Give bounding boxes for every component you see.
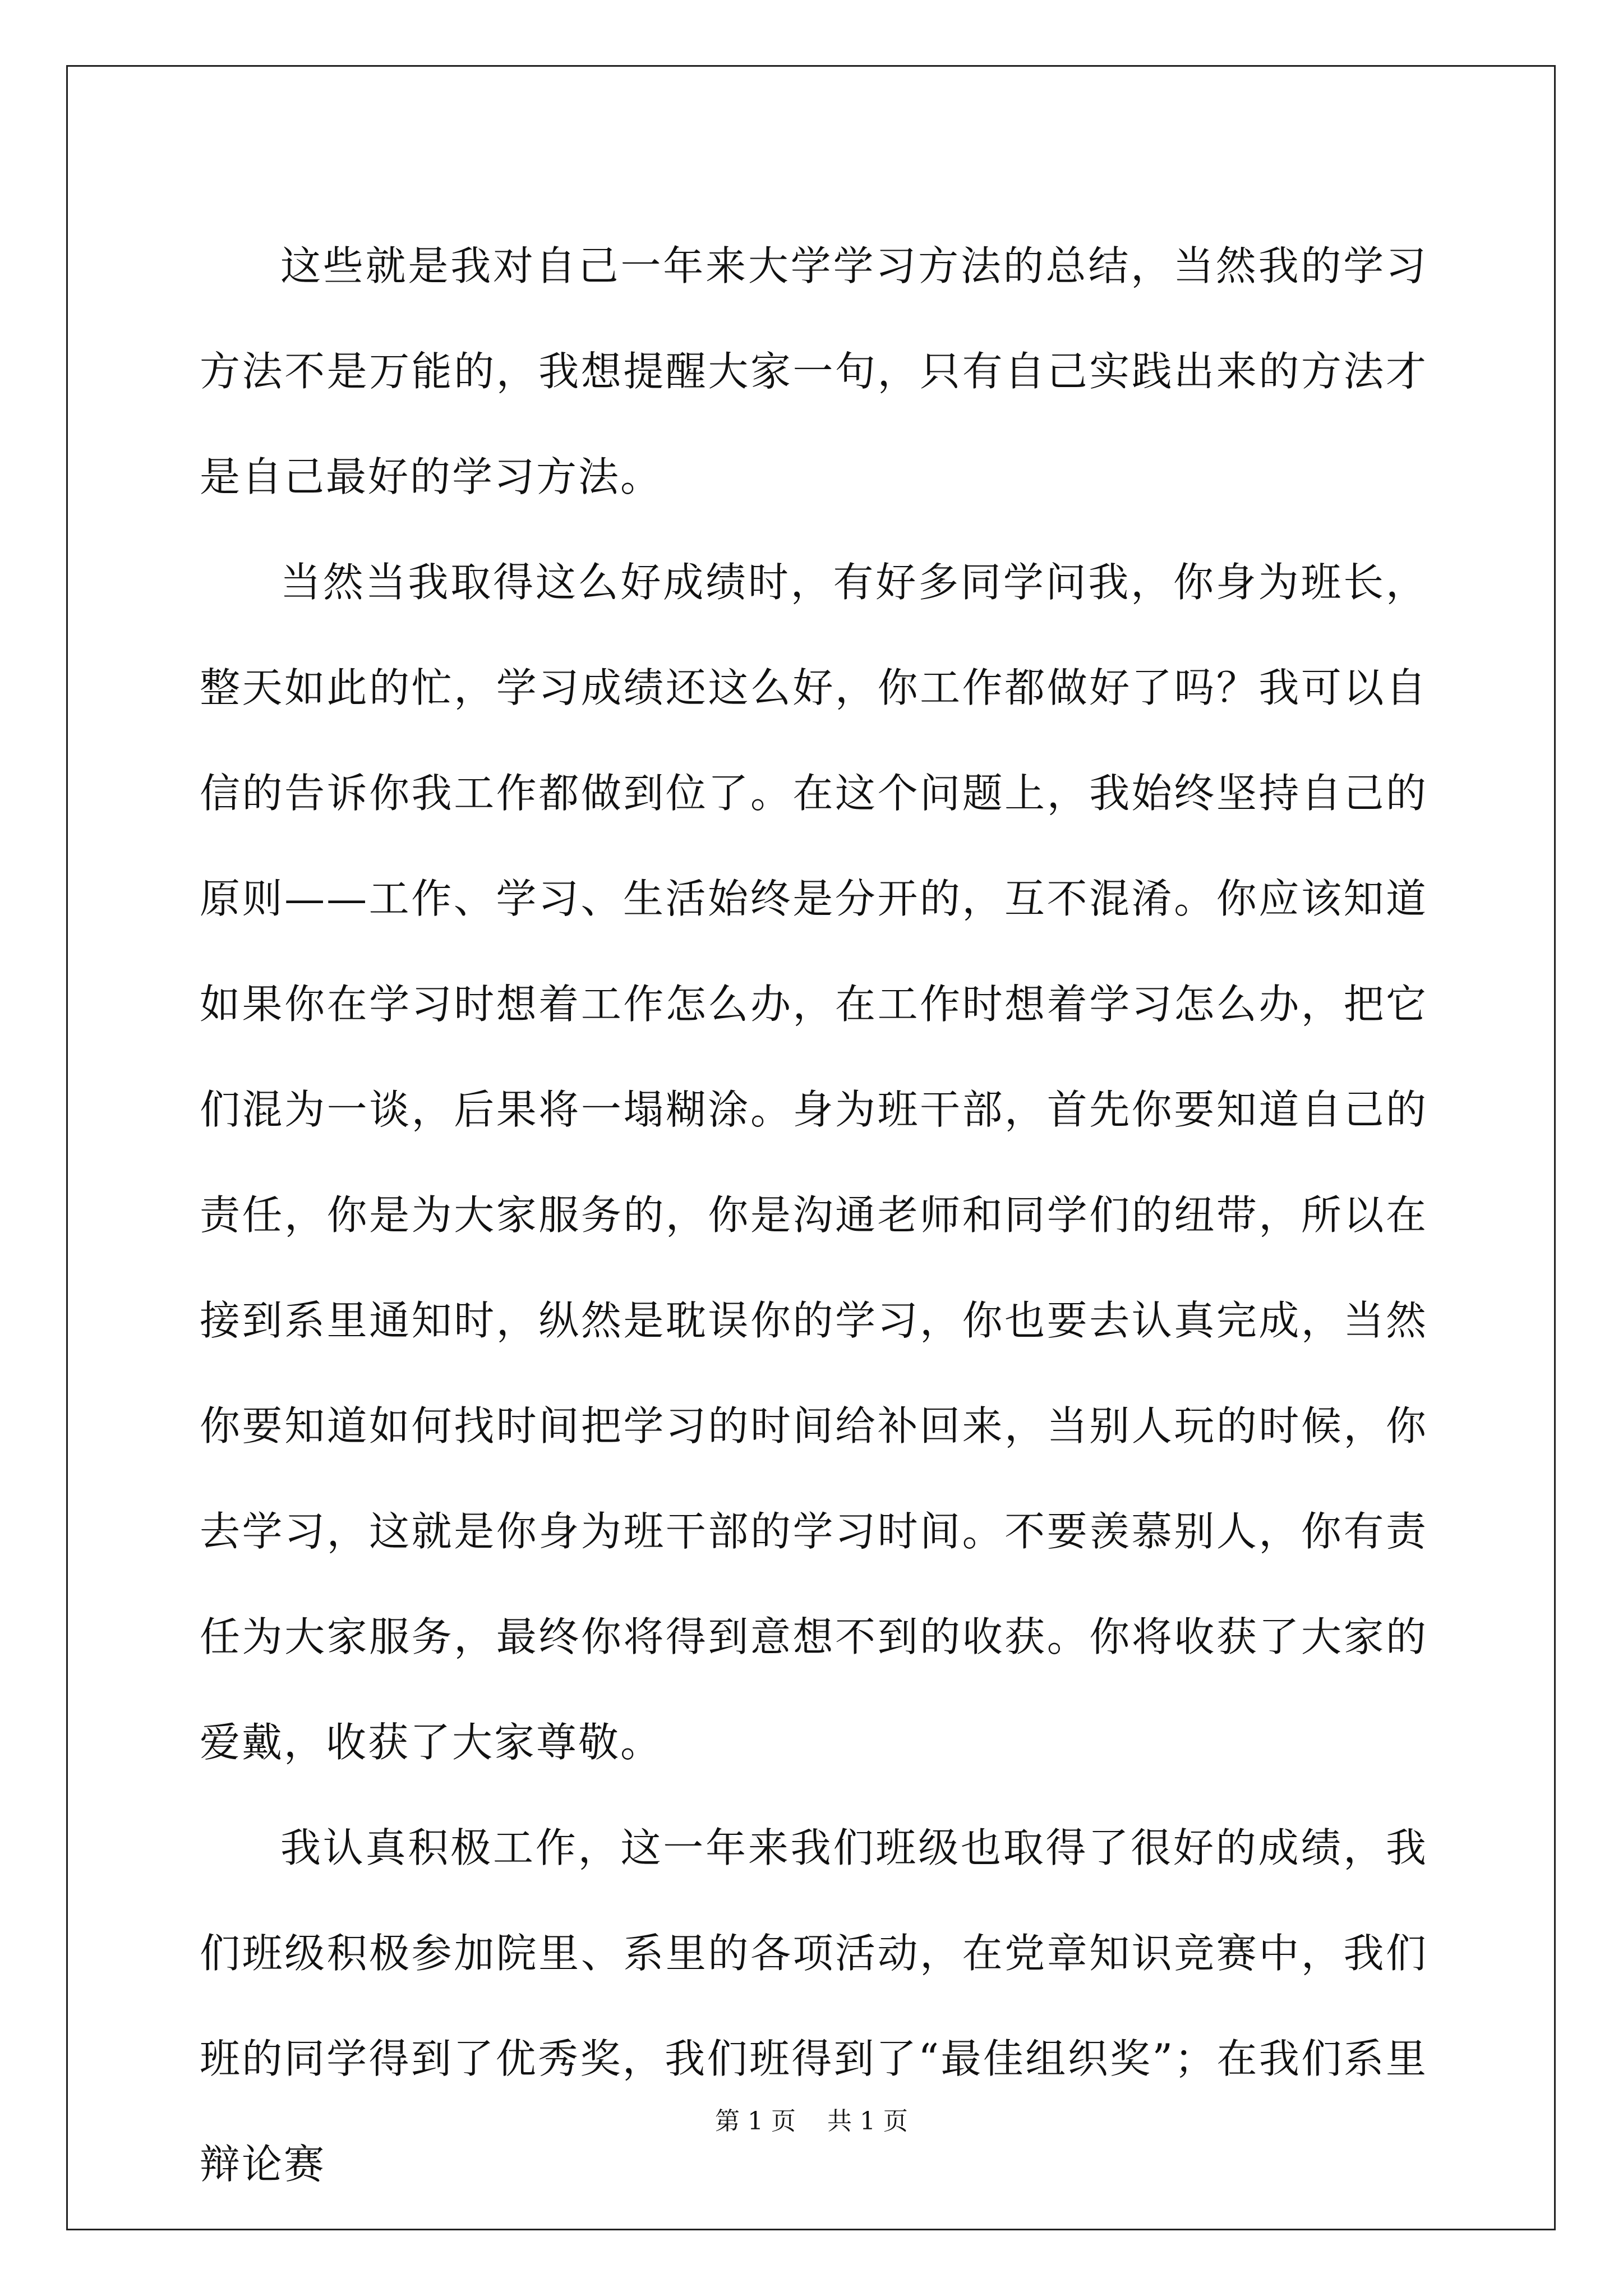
paragraph-3: 我认真积极工作，这一年来我们班级也取得了很好的成绩，我们班级积极参加院里、系里的各项活动，在党章知识竞赛中，我们班的同学得到了优秀奖，我们班得到了“最佳组织奖”；在我们系里辩论赛 [200,1824,1428,2188]
paragraph-2: 当然当我取得这么好成绩时，有好多同学问我，你身为班长，整天如此的忙，学习成绩还这么好，你工作都做好了吗？我可以自信的告诉你我工作都做到位了。在这个问题上，我始终坚持自己的原则——工作、学习、生活始终是分开的，互不混淆。你应该知道如果你在学习时想着工作怎么办，在工作时想着学习怎么办，把它们混为一谈，后果将一塌糊涂。身为班干部，首先你要知道自己的责任，你是为大家服务的，你是沟通老师和同学们的纽带，所以在接到系里通知时，纵然是耽误你的学习，你也要去认真完成，当然你要知道如何找时间把学习的时间给补回来，当别人玩的时候，你去学习，这就是你身为班干部的学习时间。不要羡慕别人，你有责任为大家服务，最终你将得到意想不到的收获。你将收获了大家的爱戴，收获了大家尊敬。 [200,559,1428,1766]
page-number-footer: 第 1 页 共 1 页 [715,2107,908,2136]
paragraph-1: 这些就是我对自己一年来大学学习方法的总结，当然我的学习方法不是万能的，我想提醒大家一句，只有自己实践出来的方法才是自己最好的学习方法。 [200,242,1428,500]
document-body [200,213,1428,2217]
